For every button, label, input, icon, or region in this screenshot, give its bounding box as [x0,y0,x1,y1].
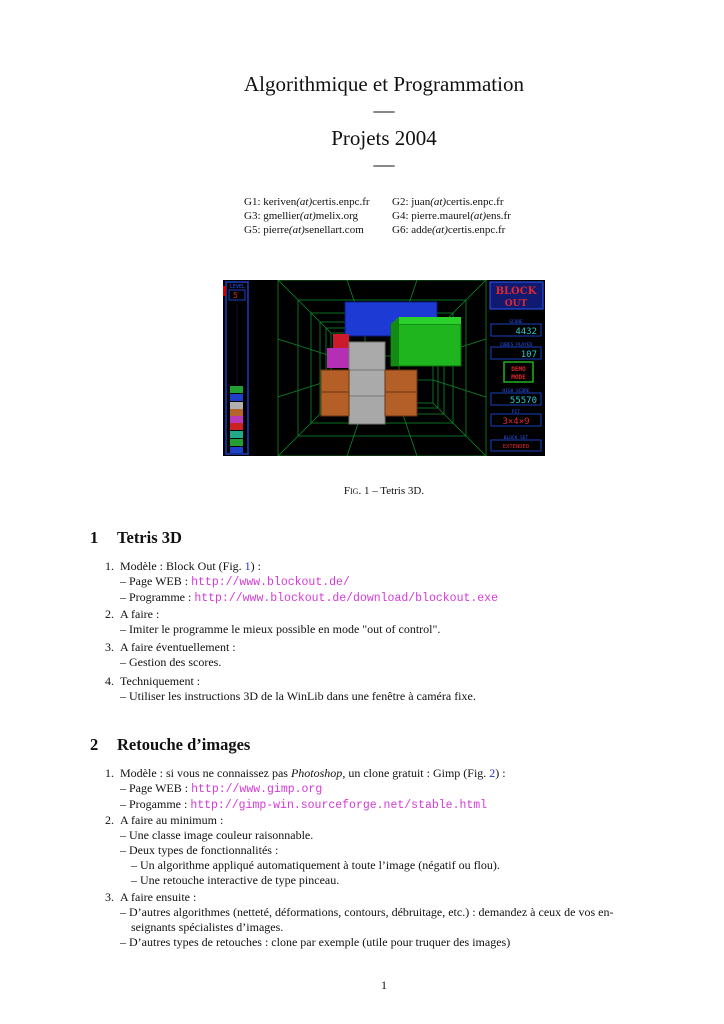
section-1-item-1: 1. Modèle : Block Out (Fig. 1) : – Page WEB : http://www.blockout.de/ – Programme : http://www.blockout.de/download/blockout.exe [105,559,498,605]
section-2-item-1: 1. Modèle : si vous ne connaissez pas Photoshop, un clone gratuit : Gimp (Fig. 2) : – Page WEB : http://www.gimp.org – Progamme : http://gimp-win.sourceforge.net/stable.html [105,766,506,812]
doc-title-line1: Algorithmique et Programmation [244,72,524,96]
section-2-item-3: 3. A faire ensuite : – D’autres algorithmes (netteté, déformations, contours, débruitage, etc.) : demandez à ceux de vos en- seignants spécialistes d’images. – D’autres types de retouches : clone par exemple (utile pour truquer des images) [105,890,614,949]
author-list [244,195,511,237]
score-value: 4432 [515,327,537,337]
author-g6: G6: adde(at)certis.enpc.fr [392,224,506,236]
author-g4: G4: pierre.maurel(at)ens.fr [392,210,511,222]
blockout-logo-bottom: OUT [504,299,528,309]
blockout-logo-top: BLOCK [495,286,537,297]
author-g1: G1: keriven(at)certis.enpc.fr [244,196,370,208]
blockout-download-link[interactable]: http://www.blockout.de/download/blockout.exe [194,592,498,605]
demo-mode-line2: MODE [511,374,526,381]
figure-ref-1[interactable]: 1 [244,559,251,573]
pit-value: 3×4×9 [502,417,530,427]
section-1-item-4: 4. Techniquement : – Utiliser les instructions 3D de la WinLib dans une fenêtre à caméra fixe. [105,674,476,703]
section-1-item-2: 2. A faire : – Imiter le programme le mieux possible en mode "out of control". [105,607,441,636]
blockout-web-link[interactable]: http://www.blockout.de/ [191,576,350,589]
doc-title-line2: Projets 2004 [331,126,437,150]
level-value: 5 [233,291,238,300]
demo-mode-line1: DEMO [511,366,526,373]
gimp-web-link[interactable]: http://www.gimp.org [191,783,323,796]
score-label: SCORE [509,320,523,325]
figure-caption: Fig. 1 – Tetris 3D. [343,485,425,497]
author-g2: G2: juan(at)certis.enpc.fr [392,196,504,208]
high-score-label: HIGH SCORE [502,389,530,394]
title-dash-2: — [373,152,395,176]
cubes-played-label: CUBES PLAYED [499,343,533,348]
title-dash-1: — [373,98,395,122]
author-g5: G5: pierre(at)senellart.com [244,224,364,236]
author-g3: G3: gmellier(at)melix.org [244,210,359,222]
blockout-screenshot [223,280,545,456]
block-set-value: EXTENDED [502,444,530,450]
section-2-item-2: 2. A faire au minimum : – Une classe image couleur raisonnable. – Deux types de fonctionnalités : – Un algorithme appliqué automatiquement à toute l’image (négatif ou flou). – Une retouche interactive de type pinceau. [105,813,500,887]
figure-ref-2[interactable]: 2 [489,766,496,780]
section-2-heading: 2 Retouche d’images [90,735,251,754]
high-score-value: 55570 [509,396,537,406]
block-set-label: BLOCK SET [503,436,529,441]
section-1-item-3: 3. A faire éventuellement : – Gestion des scores. [105,640,236,669]
section-1-heading: 1 Tetris 3D [90,528,182,547]
cubes-played-value: 107 [520,350,537,360]
pit-label: PIT [511,410,521,415]
level-label: LEVEL [230,284,246,290]
gimp-win-link[interactable]: http://gimp-win.sourceforge.net/stable.html [190,799,488,812]
page-number: 1 [381,978,387,992]
